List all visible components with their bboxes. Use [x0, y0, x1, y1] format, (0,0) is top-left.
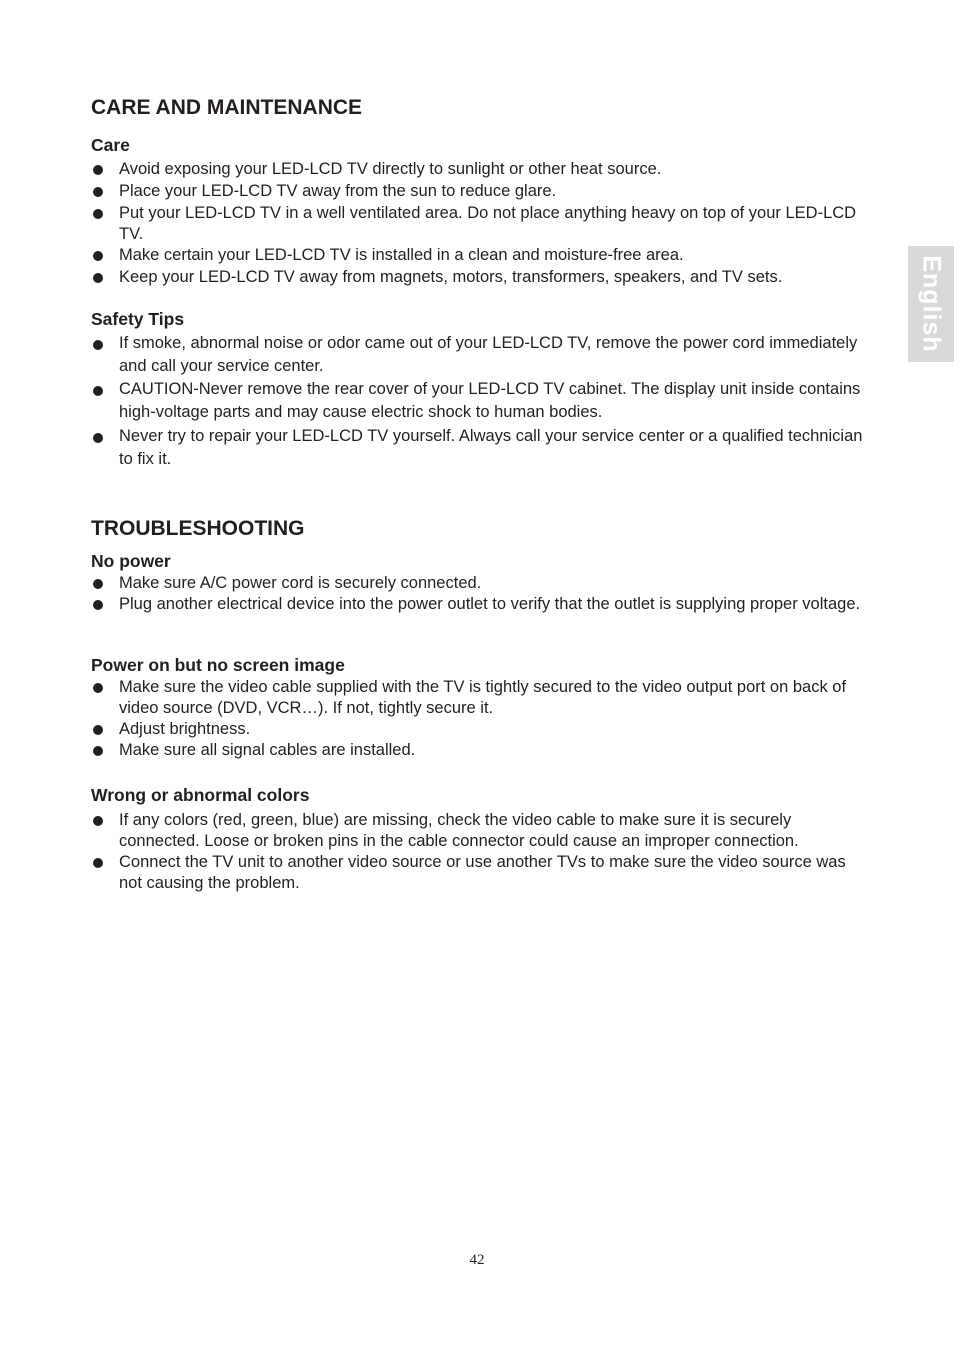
bullet-icon — [93, 683, 103, 693]
wrong-colors-list — [91, 810, 866, 894]
no-image-item-text: Adjust brightness. — [119, 720, 251, 738]
care-item — [91, 181, 866, 202]
no-power-item — [91, 573, 866, 594]
safety-item — [91, 378, 866, 424]
care-item — [91, 159, 866, 180]
safety-item-text: CAUTION-Never remove the rear cover of your LED-LCD TV cabinet. The display unit inside contains high-voltage parts and may cause electric shock to human bodies. — [119, 380, 861, 421]
no-image-heading: Power on but no screen image — [91, 655, 345, 675]
troubleshooting-title: TROUBLESHOOTING — [91, 517, 305, 540]
care-list — [91, 159, 866, 288]
wrong-colors-item — [91, 810, 866, 852]
bullet-icon — [93, 187, 103, 197]
care-item — [91, 267, 866, 288]
no-image-item — [91, 719, 866, 740]
care-item-text: Put your LED-LCD TV in a well ventilated area. Do not place anything heavy on top of your LED-LCD TV. — [119, 204, 857, 243]
no-power-item-text: Plug another electrical device into the power outlet to verify that the outlet is supplying proper voltage. — [119, 595, 861, 613]
bullet-icon — [93, 746, 103, 756]
care-item — [91, 203, 866, 245]
safety-item — [91, 332, 866, 378]
wrong-colors-item — [91, 852, 866, 894]
no-image-item — [91, 677, 866, 719]
safety-item — [91, 425, 866, 471]
bullet-icon — [93, 273, 103, 283]
wrong-colors-item-text: If any colors (red, green, blue) are missing, check the video cable to make sure it is securely connected. Loose or broken pins in the cable connector could cause an improper connection. — [119, 811, 799, 850]
bullet-icon — [93, 209, 103, 219]
care-item — [91, 245, 866, 266]
language-tab-label: English — [917, 255, 946, 353]
bullet-icon — [93, 858, 103, 868]
no-image-item-text: Make sure the video cable supplied with the TV is tightly secured to the video output port on back of video source (DVD, VCR…). If not, tightly secure it. — [119, 678, 847, 717]
care-item-text: Keep your LED-LCD TV away from magnets, motors, transformers, speakers, and TV sets. — [119, 268, 783, 286]
bullet-icon — [93, 433, 103, 443]
no-image-item-text: Make sure all signal cables are installed. — [119, 741, 416, 759]
no-power-heading: No power — [91, 551, 171, 571]
no-image-list — [91, 677, 866, 761]
bullet-icon — [93, 579, 103, 589]
safety-item-text: Never try to repair your LED-LCD TV yourself. Always call your service center or a qualified technician to fix it. — [119, 427, 863, 468]
language-tab — [908, 246, 954, 362]
bullet-icon — [93, 725, 103, 735]
page-number: 42 — [469, 1252, 485, 1268]
bullet-icon — [93, 386, 103, 396]
wrong-colors-heading: Wrong or abnormal colors — [91, 785, 310, 805]
bullet-icon — [93, 251, 103, 261]
safety-tips-list — [91, 332, 866, 471]
care-maintenance-title: CARE AND MAINTENANCE — [91, 96, 363, 119]
care-item-text: Place your LED-LCD TV away from the sun to reduce glare. — [119, 182, 557, 200]
bullet-icon — [93, 165, 103, 175]
safety-item-text: If smoke, abnormal noise or odor came out of your LED-LCD TV, remove the power cord immediately and call your service center. — [119, 334, 858, 375]
care-heading: Care — [91, 135, 130, 155]
safety-tips-heading: Safety Tips — [91, 309, 185, 329]
no-power-item — [91, 594, 866, 615]
care-item-text: Avoid exposing your LED-LCD TV directly to sunlight or other heat source. — [119, 160, 662, 178]
bullet-icon — [93, 340, 103, 350]
no-image-item — [91, 740, 866, 761]
bullet-icon — [93, 600, 103, 610]
no-power-list — [91, 573, 866, 615]
no-power-item-text: Make sure A/C power cord is securely connected. — [119, 574, 482, 592]
wrong-colors-item-text: Connect the TV unit to another video source or use another TVs to make sure the video source was not causing the problem. — [119, 853, 846, 892]
care-item-text: Make certain your LED-LCD TV is installed in a clean and moisture-free area. — [119, 246, 684, 264]
bullet-icon — [93, 816, 103, 826]
